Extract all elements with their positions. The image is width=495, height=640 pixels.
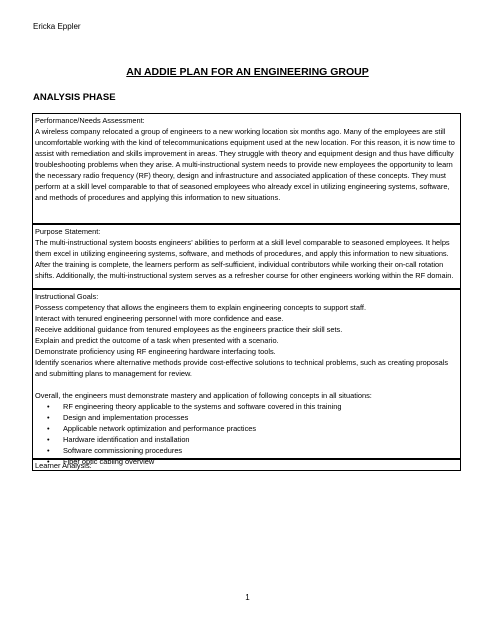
goals-heading: Instructional Goals: bbox=[35, 292, 99, 301]
document-title: AN ADDIE PLAN FOR AN ENGINEERING GROUP bbox=[126, 66, 369, 78]
goal-item: Identify scenarios where alternative methods provide cost-effective solutions to technical problems, such as creating proposals and submitting plans to management for review. bbox=[35, 358, 449, 378]
learner-heading: Learner Analysis: bbox=[35, 461, 92, 470]
goals-overall-text: Overall, the engineers must demonstrate mastery and application of following concepts in all situations: bbox=[35, 391, 372, 400]
goal-item: Interact with tenured engineering personnel with more confidence and ease. bbox=[35, 314, 284, 323]
page-number: 1 bbox=[245, 593, 250, 602]
purpose-statement-box bbox=[32, 224, 461, 289]
goal-item: Explain and predict the outcome of a task when presented with a scenario. bbox=[35, 336, 279, 345]
goal-item: Receive additional guidance from tenured employees as the engineers practice their skill sets. bbox=[35, 325, 343, 334]
purpose-heading: Purpose Statement: bbox=[35, 227, 101, 236]
concept-bullet-list bbox=[35, 401, 458, 467]
goal-item: Possess competency that allows the engineers them to explain engineering concepts to support staff. bbox=[35, 303, 366, 312]
goal-item: Demonstrate proficiency using RF engineering hardware interfacing tools. bbox=[35, 347, 276, 356]
performance-assessment-box bbox=[32, 113, 461, 224]
purpose-text: The multi-instructional system boosts engineers’ abilities to perform at a skill level comparable to seasoned employees. It helps them excel in utilizing engineering systems, software, and methods of procedures, and apply this information to new situations. After the training is complete, the learners perform as self-sufficient, individual contributors while working their on-call rotation shifts. Additionally, the multi-instructional system serves as a refresher course for other engineers working within the RF domain. bbox=[35, 238, 454, 280]
concept-bullet: • Software commissioning procedures bbox=[47, 445, 458, 456]
concept-bullet: • Hardware identification and installation bbox=[47, 434, 458, 445]
performance-text: A wireless company relocated a group of engineers to a new working location six months ago. Many of the employees are still uncomfortable working with the kind of telecommunications equipment used at the new location. For this reason, it is now time to assist with remediation and skills improvement in areas. They struggle with theory and equipment design and thus have difficulty troubleshooting problems when they arise. A multi-instructional system needs to provide new employees the opportunity to learn the necessary radio frequency (RF) theory, design and infrastructure and associated application of these concepts. They must perform at a skill level comparable to that of seasoned employees who already excel in utilizing engineering systems, software, and methods of procedures and applying this information to new situations. bbox=[35, 127, 455, 202]
performance-heading: Performance/Needs Assessment: bbox=[35, 116, 145, 125]
learner-analysis-box bbox=[32, 459, 461, 471]
concept-bullet: • Applicable network optimization and performance practices bbox=[47, 423, 458, 434]
concept-bullet: • Fiber optic cabling overview bbox=[47, 456, 458, 467]
concept-bullet: • RF engineering theory applicable to the systems and software covered in this training bbox=[47, 401, 458, 412]
phase-heading: ANALYSIS PHASE bbox=[33, 92, 116, 103]
concept-bullet: • Design and implementation processes bbox=[47, 412, 458, 423]
author-name: Ericka Eppler bbox=[33, 22, 81, 31]
